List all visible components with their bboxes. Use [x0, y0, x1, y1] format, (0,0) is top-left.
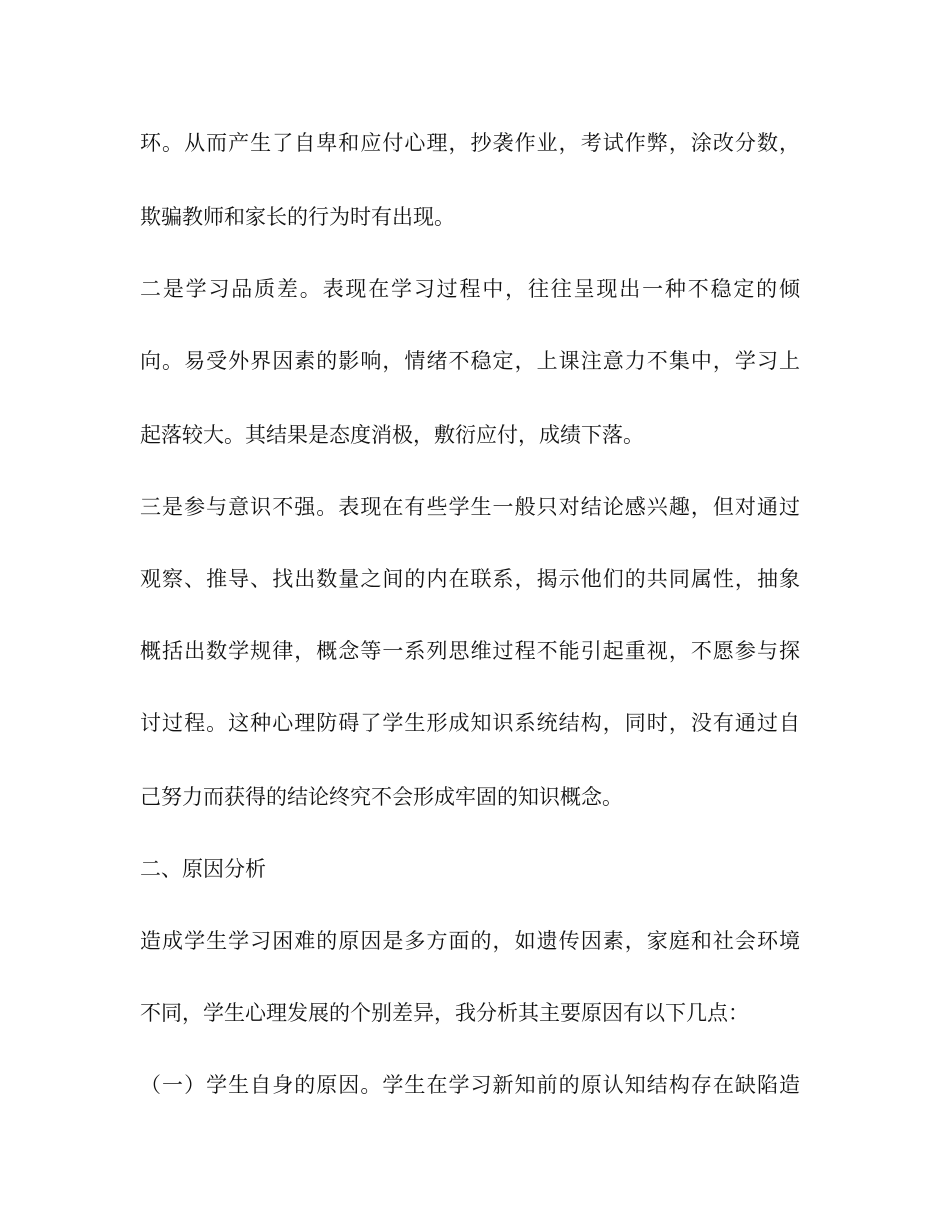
text-line: 不同，学生心理发展的个别差异，我分析其主要原因有以下几点：	[140, 1001, 749, 1025]
text-line: 起落较大。其结果是态度消极，敷衍应付，成绩下落。	[140, 423, 644, 447]
text-line: 欺骗教师和家长的行为时有出现。	[140, 205, 455, 229]
text-line: 造成学生学习困难的原因是多方面的，如遗传因素，家庭和社会环境	[140, 929, 800, 953]
text-line: 二是学习品质差。表现在学习过程中，往往呈现出一种不稳定的倾	[140, 277, 800, 301]
text-line: 讨过程。这种心理防碍了学生形成知识系统结构，同时，没有通过自	[140, 711, 800, 735]
section-heading: 二、原因分析	[140, 857, 266, 881]
text-line: （一）学生自身的原因。学生在学习新知前的原认知结构存在缺陷造	[140, 1073, 800, 1097]
text-line: 己努力而获得的结论终究不会形成牢固的知识概念。	[140, 785, 623, 809]
text-line: 三是参与意识不强。表现在有些学生一般只对结论感兴趣，但对通过	[140, 495, 800, 519]
text-line: 向。易受外界因素的影响，情绪不稳定，上课注意力不集中，学习上	[140, 349, 800, 373]
text-line: 概括出数学规律，概念等一系列思维过程不能引起重视，不愿参与探	[140, 639, 800, 663]
text-line: 观察、推导、找出数量之间的内在联系，揭示他们的共同属性，抽象	[140, 567, 800, 591]
text-line: 环。从而产生了自卑和应付心理，抄袭作业，考试作弊，涂改分数，	[140, 131, 800, 155]
